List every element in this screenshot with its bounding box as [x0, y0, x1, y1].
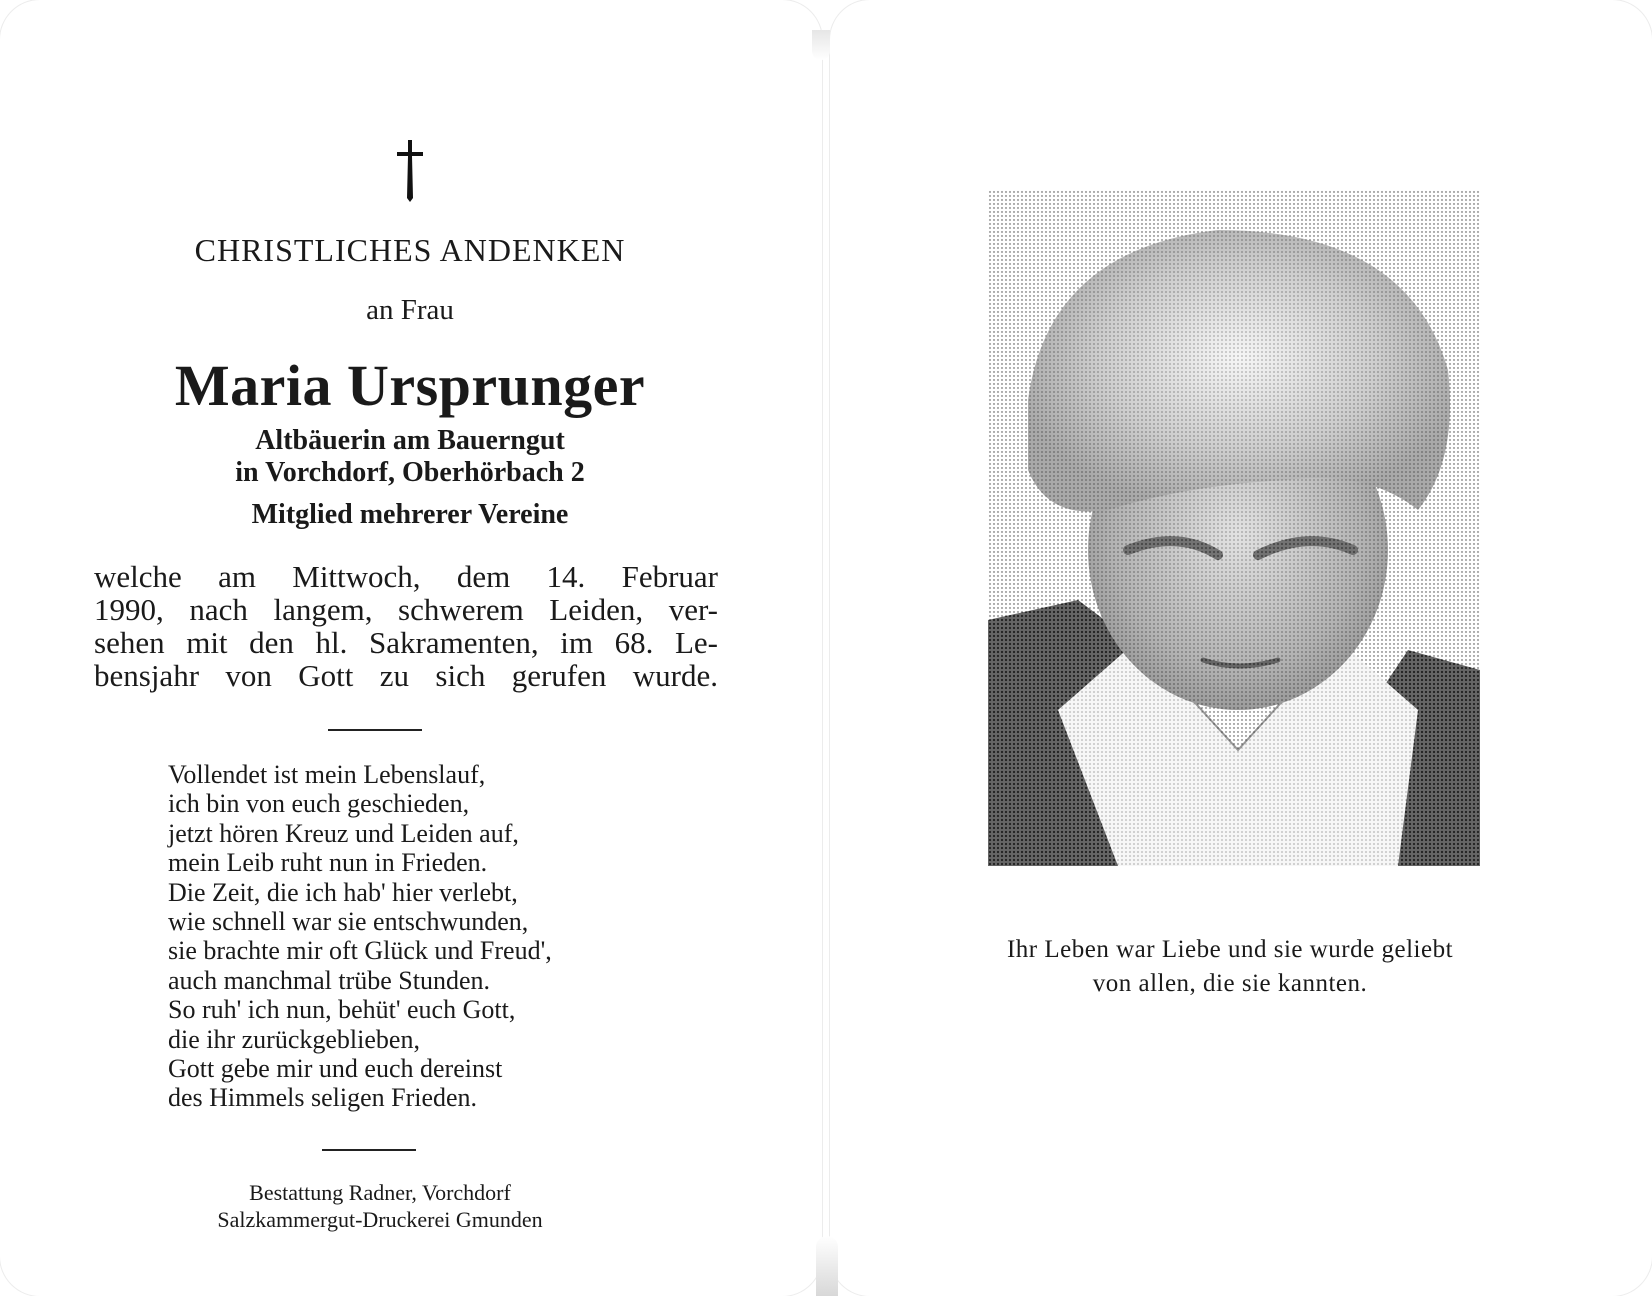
subtitle-line: Mitglied mehrerer Vereine	[251, 499, 569, 530]
caption-line: Ihr Leben war Liebe und sie wurde geliebt	[1006, 936, 1454, 963]
subtitle-line: Altbäuerin am Bauerngut	[255, 425, 565, 456]
poem-line: ich bin von euch geschieden,	[168, 789, 470, 819]
poem-line: Die Zeit, die ich hab' hier verlebt,	[168, 877, 518, 907]
fold-notch-top	[812, 30, 830, 60]
poem-line: die ihr zurückgeblieben,	[168, 1024, 420, 1054]
obituary-text	[94, 560, 718, 692]
cross-icon	[393, 138, 427, 202]
poem-line: So ruh' ich nun, behüt' euch Gott,	[168, 995, 516, 1025]
divider	[328, 729, 422, 731]
poem-line: auch manchmal trübe Stunden.	[168, 965, 491, 995]
caption-line: von allen, die sie kannten.	[1092, 970, 1368, 997]
poem	[168, 760, 552, 1113]
deceased-name: Maria Ursprunger	[174, 353, 646, 418]
subtitle-line: in Vorchdorf, Oberhörbach 2	[235, 457, 585, 488]
salutation: an Frau	[366, 294, 454, 326]
fold-notch-bottom	[816, 1236, 838, 1296]
poem-line: Gott gebe mir und euch dereinst	[168, 1054, 503, 1084]
poem-line: sie brachte mir oft Glück und Freud',	[168, 936, 552, 966]
divider	[322, 1149, 416, 1151]
poem-line: Vollendet ist mein Lebenslauf,	[168, 760, 486, 789]
obituary-line: welche am Mittwoch, dem 14. Februar	[94, 559, 718, 594]
portrait-photo	[988, 190, 1480, 866]
poem-line: wie schnell war sie entschwunden,	[168, 907, 529, 937]
poem-line: mein Leib ruht nun in Frieden.	[168, 848, 488, 878]
footer-line: Bestattung Radner, Vorchdorf	[249, 1180, 511, 1205]
page-heading: CHRISTLICHES ANDENKEN	[194, 232, 626, 268]
footer-line: Salzkammergut-Druckerei Gmunden	[217, 1207, 543, 1232]
obituary-line: bensjahr von Gott zu sich gerufen wurde.	[94, 658, 718, 693]
obituary-line: sehen mit den hl. Sakramenten, im 68. Le-	[94, 625, 718, 660]
poem-line: jetzt hören Kreuz und Leiden auf,	[168, 818, 519, 848]
obituary-line: 1990, nach langem, schwerem Leiden, ver-	[94, 592, 718, 627]
poem-line: des Himmels seligen Frieden.	[168, 1083, 478, 1113]
